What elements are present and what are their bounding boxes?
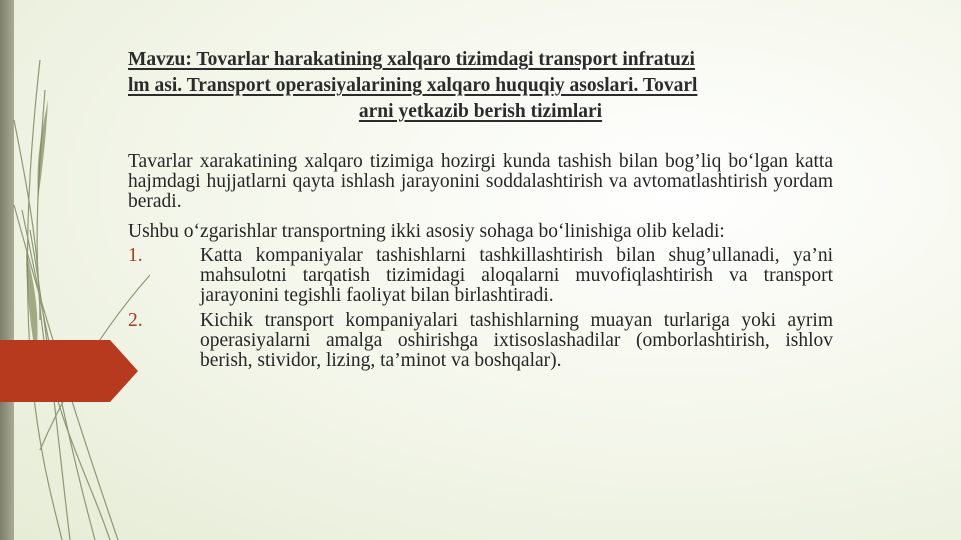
title-line-1: Mavzu: Tovarlar harakatining xalqaro tizimdagi transport infratuzi xyxy=(128,49,695,70)
list-item-text: Kichik transport kompaniyalari tashishlarning muayan turlariga yoki ayrim operasiyalarni amalga oshirishga ixtisoslashadilar (omborlashtirish, ishlov berish, stividor, lizing, ta’minot va boshqalar). xyxy=(200,310,833,371)
title-line-2: lm asi. Transport operasiyalarining xalqaro huquqiy asoslari. Tovarl xyxy=(128,75,698,96)
list-item-number: 1. xyxy=(128,245,143,266)
list-item-number: 2. xyxy=(128,310,143,331)
list-item-1 xyxy=(128,246,833,306)
red-arrow-shape xyxy=(0,340,140,402)
slide-body xyxy=(128,152,833,376)
title-line-3: arni yetkazib berish tizimlari xyxy=(358,101,603,122)
list-item-2 xyxy=(128,311,833,371)
list-item-text: Katta kompaniyalar tashishlarni tashkillashtirish bilan shug’ullanadi, ya’ni mahsulotni tarqatish tizimidagi aloqalarni muvofiqlashtirish va transport jarayonini tegishli faoliyat bilan birlashtiradi. xyxy=(200,245,833,306)
slide-title xyxy=(128,47,833,125)
paragraph-1: Tavarlar xarakatining xalqaro tizimiga hozirgi kunda tashish bilan bog’liq bo‘lgan katta hajmdagi hujjatlarni qayta ishlash jarayonini soddalashtirish va avtomatlashtirish yordam beradi. xyxy=(128,151,833,212)
paragraph-2: Ushbu o‘zgarishlar transportning ikki asosiy sohaga bo‘linishiga olib keladi: xyxy=(128,221,725,242)
